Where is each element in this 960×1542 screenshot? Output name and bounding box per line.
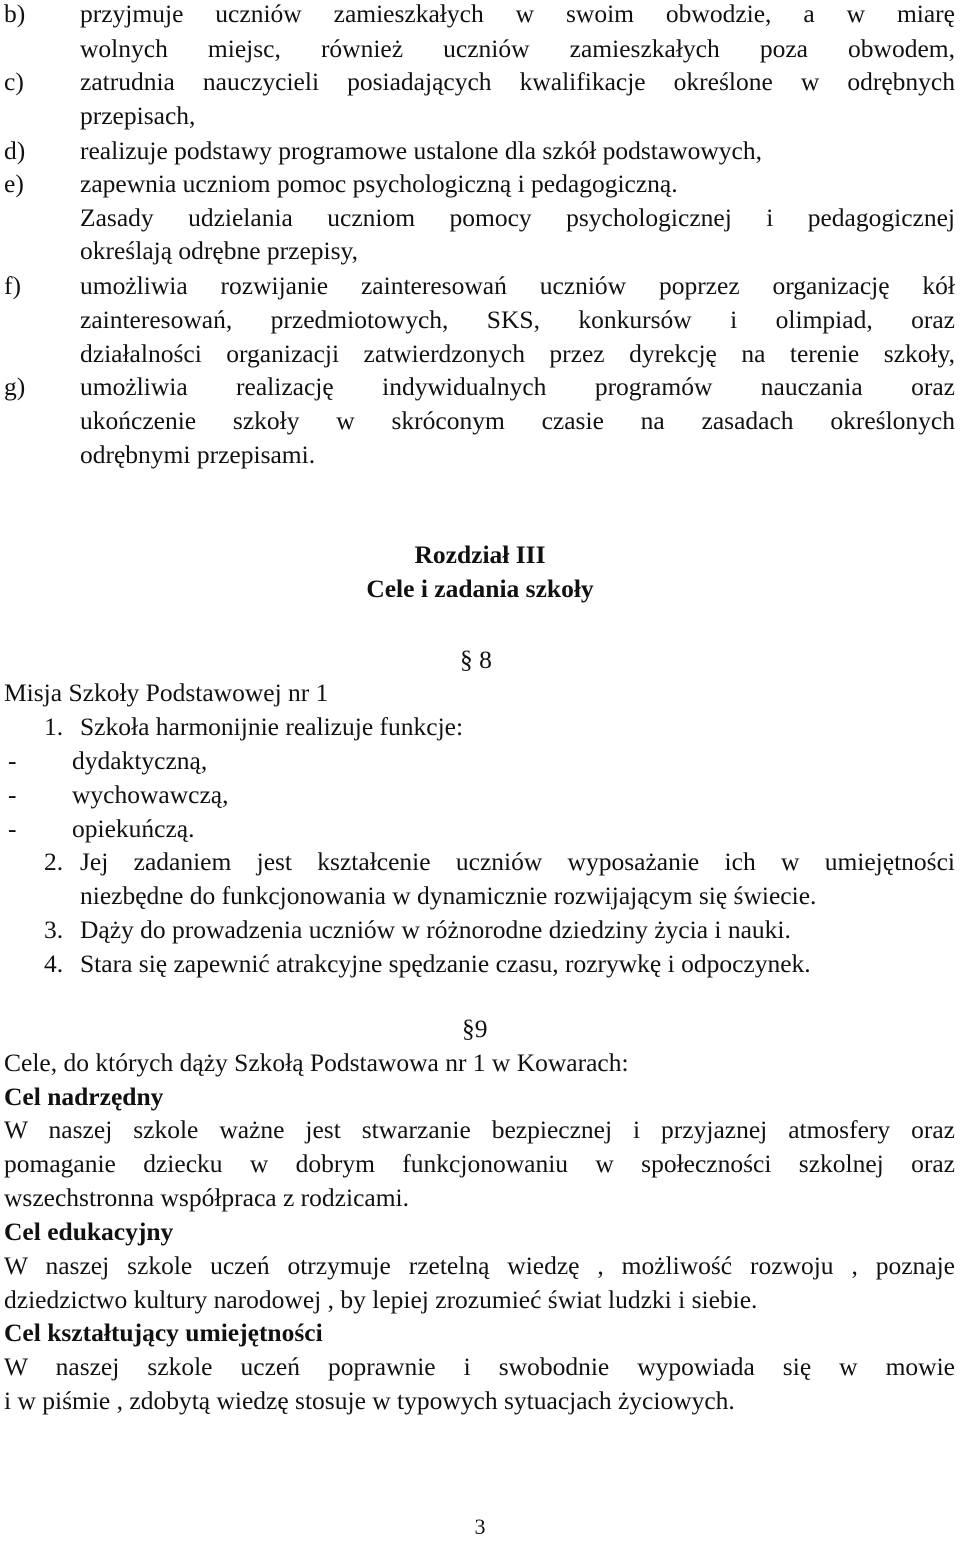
- item-text: Dąży do prowadzenia uczniów w różnorodne dziedziny życia i nauki.: [80, 915, 791, 944]
- section-sign-9: §9: [462, 1014, 488, 1043]
- list-label: e): [4, 169, 24, 198]
- list-text-line: zatrudnia nauczycieli posiadających kwalifikacje określone w odrębnych: [80, 67, 955, 96]
- item-number: 1.: [44, 712, 64, 741]
- goal-text-line: W naszej szkole uczeń otrzymuje rzetelną wiedzę , możliwość rozwoju , poznaje: [4, 1251, 955, 1280]
- goal-heading: Cel kształtujący umiejętności: [4, 1318, 323, 1347]
- dash-bullet: -: [8, 746, 17, 775]
- list-text-line: Zasady udzielania uczniom pomocy psychologicznej i pedagogicznej: [80, 203, 955, 232]
- list-text-line: wolnych miejsc, również uczniów zamieszkałych poza obwodem,: [80, 34, 955, 63]
- goal-text-line: wszechstronna współpraca z rodzicami.: [4, 1183, 409, 1212]
- function-item: opiekuńczą.: [72, 814, 195, 843]
- goal-text-line: pomaganie dziecku w dobrym funkcjonowaniu w społeczności szkolnej oraz: [4, 1149, 955, 1178]
- list-text-line: umożliwia rozwijanie zainteresowań uczniów poprzez organizację kół: [80, 271, 955, 300]
- list-text-line: przyjmuje uczniów zamieszkałych w swoim obwodzie, a w miarę: [80, 0, 955, 28]
- list-text-line: określają odrębne przepisy,: [80, 236, 359, 265]
- goal-text-line: W naszej szkole ważne jest stwarzanie bezpiecznej i przyjaznej atmosfery oraz: [4, 1115, 955, 1144]
- list-text-line: realizuje podstawy programowe ustalone dla szkół podstawowych,: [80, 136, 762, 165]
- item-number: 2.: [44, 847, 64, 876]
- chapter-number: Rozdział III: [414, 540, 546, 569]
- section-sign-8: § 8: [460, 645, 492, 674]
- chapter-title: Cele i zadania szkoły: [366, 574, 594, 603]
- item-number: 4.: [44, 949, 64, 978]
- item-text: Stara się zapewnić atrakcyjne spędzanie czasu, rozrywkę i odpoczynek.: [80, 949, 811, 978]
- list-text-line: zainteresowań, przedmiotowych, SKS, konkursów i olimpiad, oraz: [80, 305, 955, 334]
- list-text-line: odrębnymi przepisami.: [80, 440, 316, 469]
- list-text-line: ukończenie szkoły w skróconym czasie na zasadach określonych: [80, 406, 955, 435]
- function-item: dydaktyczną,: [72, 746, 208, 775]
- goal-text-line: i w piśmie , zdobytą wiedzę stosuje w typowych sytuacjach życiowych.: [4, 1386, 735, 1415]
- item-text: Szkoła harmonijnie realizuje funkcje:: [80, 712, 464, 741]
- dash-bullet: -: [8, 780, 17, 809]
- list-label: d): [4, 136, 26, 165]
- goal-heading: Cel nadrzędny: [4, 1082, 164, 1111]
- item-text: niezbędne do funkcjonowania w dynamicznie rozwijającym się świecie.: [80, 881, 817, 910]
- list-text-line: umożliwia realizację indywidualnych programów nauczania oraz: [80, 372, 955, 401]
- mission-heading: Misja Szkoły Podstawowej nr 1: [4, 678, 329, 707]
- list-text-line: działalności organizacji zatwierdzonych przez dyrekcję na terenie szkoły,: [80, 339, 955, 368]
- list-label: f): [4, 271, 21, 300]
- item-text: Jej zadaniem jest kształcenie uczniów wyposażanie ich w umiejętności: [80, 847, 955, 876]
- goal-heading: Cel edukacyjny: [4, 1217, 174, 1246]
- goal-text-line: dziedzictwo kultury narodowej , by lepiej zrozumieć świat ludzki i siebie.: [4, 1285, 758, 1314]
- list-label: g): [4, 372, 26, 401]
- page-number: 3: [474, 1514, 486, 1539]
- list-label: c): [4, 67, 24, 96]
- dash-bullet: -: [8, 814, 17, 843]
- goal-text-line: W naszej szkole uczeń poprawnie i swobodnie wypowiada się w mowie: [4, 1352, 955, 1381]
- goals-intro: Cele, do których dąży Szkołą Podstawowa nr 1 w Kowarach:: [4, 1048, 629, 1077]
- function-item: wychowawczą,: [72, 780, 229, 809]
- list-label: b): [4, 0, 26, 28]
- list-text-line: przepisach,: [80, 101, 196, 130]
- list-text-line: zapewnia uczniom pomoc psychologiczną i pedagogiczną.: [80, 169, 678, 198]
- item-number: 3.: [44, 915, 64, 944]
